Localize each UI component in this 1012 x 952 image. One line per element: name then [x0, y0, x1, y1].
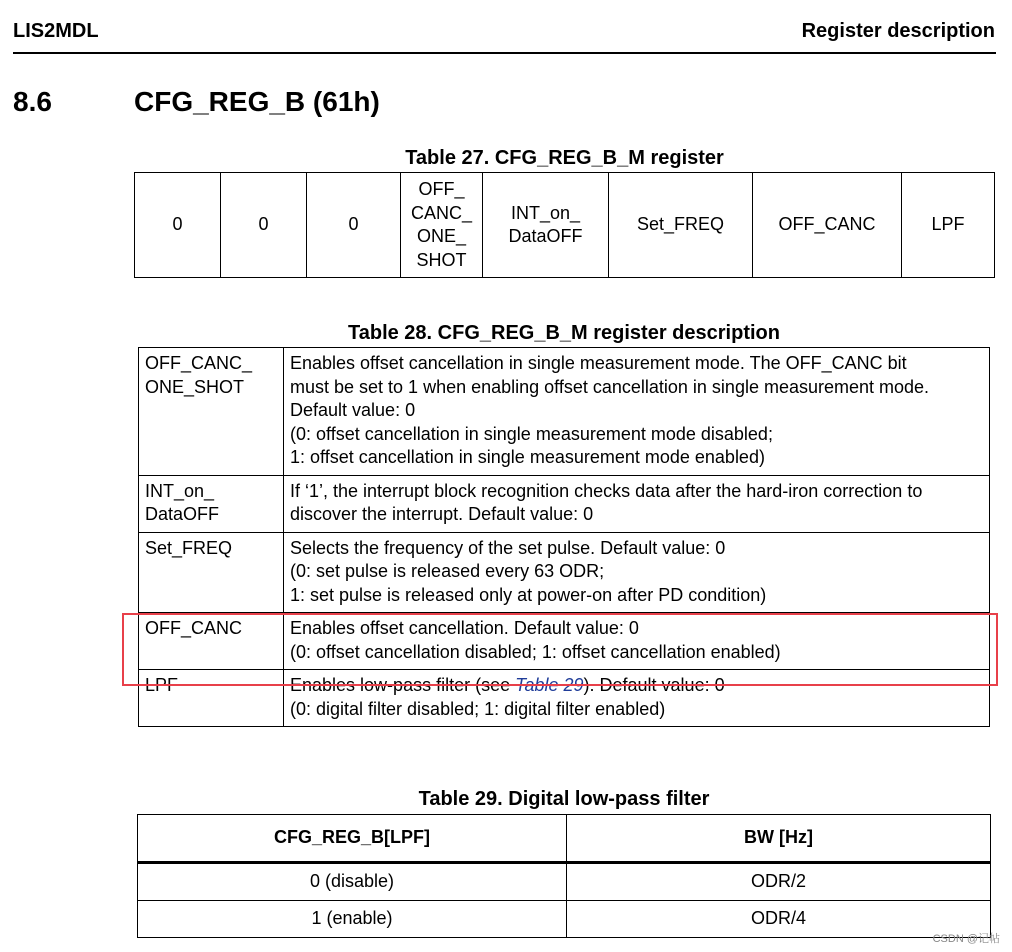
header-divider	[13, 52, 996, 54]
description-text: ). Default value: 0	[583, 675, 725, 695]
table27-caption: Table 27. CFG_REG_B_M register	[405, 147, 724, 169]
table29-caption: Table 29. Digital low-pass filter	[418, 788, 710, 810]
field-name-cell: LPF	[139, 670, 284, 727]
register-bit-table	[134, 172, 995, 278]
document-header-section: Register description	[801, 20, 995, 42]
field-description-cell: Enables offset cancellation in single measurement mode. The OFF_CANC bit must be set to 1 when enabling offset cancellation in single measurement mode. Default value: 0 (0: offset cancellation in single measurement mode disabled; 1: offset cancellation in single measurement mode enabled)	[284, 348, 990, 476]
watermark: CSDN @记帖	[932, 933, 1000, 945]
field-name-cell: Set_FREQ	[139, 532, 284, 613]
highlight-box	[122, 613, 998, 686]
field-description-cell: Selects the frequency of the set pulse. Default value: 0 (0: set pulse is released every 63 ODR; 1: set pulse is released only at power-on after PD condition)	[284, 532, 990, 613]
table-row	[138, 863, 991, 901]
bit-cell: OFF_ CANC_ ONE_ SHOT	[401, 173, 483, 278]
table-row	[138, 901, 991, 938]
column-header: CFG_REG_B[LPF]	[138, 815, 567, 863]
description-text: (0: digital filter disabled; 1: digital filter enabled)	[290, 698, 666, 719]
bit-cell: LPF	[902, 173, 995, 278]
table-cell: ODR/2	[567, 863, 991, 901]
table-row	[139, 475, 990, 532]
bit-cell: OFF_CANC	[753, 173, 902, 278]
table29-link[interactable]: Table 29	[515, 675, 584, 695]
bit-cell: 0	[135, 173, 221, 278]
bit-cell: INT_on_ DataOFF	[483, 173, 609, 278]
description-text: Enables low-pass filter (see	[290, 675, 516, 695]
table-cell: 1 (enable)	[138, 901, 567, 938]
table-row	[139, 348, 990, 476]
table28-caption: Table 28. CFG_REG_B_M register description	[348, 322, 780, 344]
bit-cell: Set_FREQ	[609, 173, 753, 278]
table-row	[139, 532, 990, 613]
document-header-part-number: LIS2MDL	[13, 20, 99, 42]
field-name-cell: OFF_CANC_ ONE_SHOT	[139, 348, 284, 476]
section-number: 8.6	[13, 86, 52, 117]
field-name-cell: OFF_CANC	[139, 613, 284, 670]
lowpass-filter-table	[137, 814, 991, 938]
field-name-cell: INT_on_ DataOFF	[139, 475, 284, 532]
field-description-cell: If ‘1’, the interrupt block recognition checks data after the hard-iron correction to discover the interrupt. Default value: 0	[284, 475, 990, 532]
field-description-cell: Enables offset cancellation. Default value: 0 (0: offset cancellation disabled; 1: offset cancellation enabled)	[284, 613, 990, 670]
column-header: BW [Hz]	[567, 815, 991, 863]
table-cell: 0 (disable)	[138, 863, 567, 901]
bit-cell: 0	[307, 173, 401, 278]
table-cell: ODR/4	[567, 901, 991, 938]
section-title: CFG_REG_B (61h)	[134, 86, 380, 117]
bit-cell: 0	[221, 173, 307, 278]
